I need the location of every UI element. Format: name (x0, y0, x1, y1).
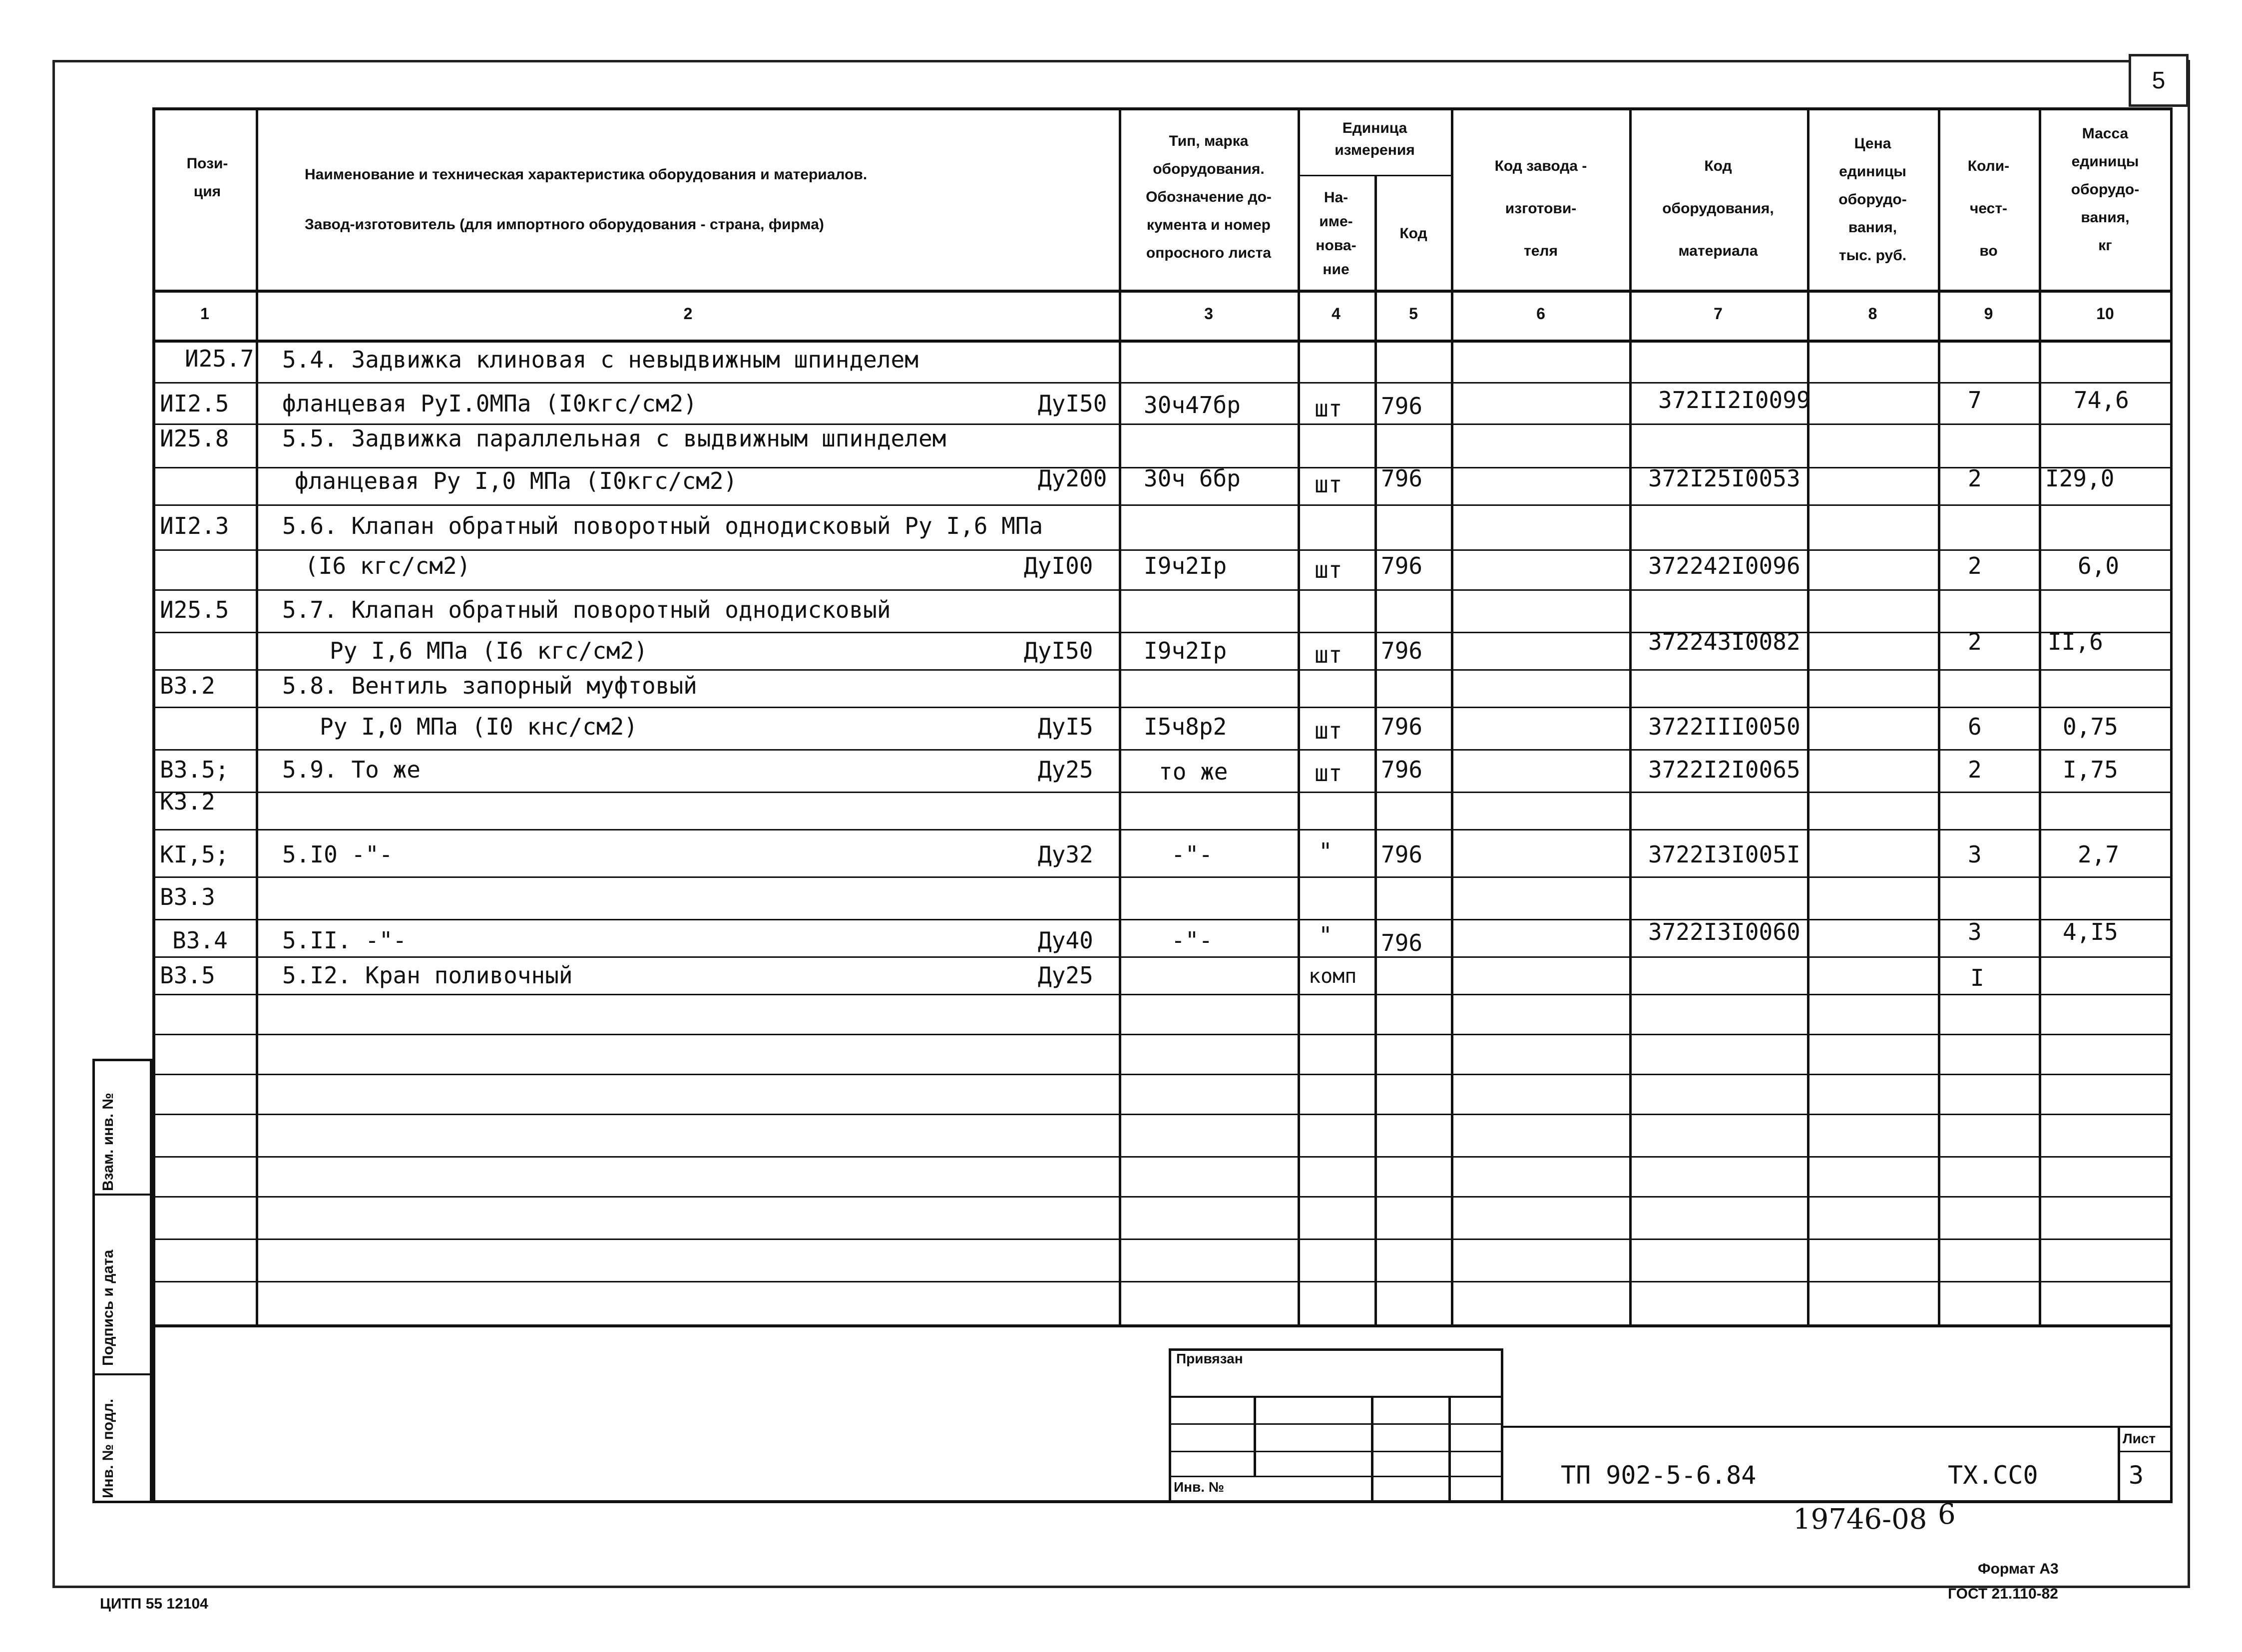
cell-code: 796 (1381, 393, 1423, 419)
title-line (2118, 1426, 2120, 1503)
cell-du: ДуI5 (1038, 713, 1093, 740)
header-unit-group: Единица измерения (1335, 120, 1415, 158)
handwritten-sheet: 6 (1938, 1498, 1956, 1531)
cell-du: Ду25 (1038, 756, 1093, 783)
row-line (152, 994, 2173, 995)
cell-name: 5.4. Задвижка клиновая с невыдвижным шпинделем (282, 346, 918, 373)
cell-du: ДуI50 (1024, 637, 1093, 664)
row-line (152, 1196, 2173, 1198)
header-line (152, 290, 2173, 293)
header-col1: Пози- ция (186, 155, 228, 200)
cell-name: 5.5. Задвижка параллельная с выдвижным шпинделем (282, 425, 946, 452)
row-line (152, 1324, 2173, 1327)
colnum: 1 (200, 305, 209, 323)
header-col4: На- име- нова- ние (1316, 189, 1356, 278)
cell-unit: шт (1315, 556, 1343, 583)
cell-pos: ИI2.5 (160, 390, 229, 417)
cell-qty: 2 (1968, 465, 1982, 492)
side-divider (92, 1373, 152, 1375)
cell-type: -"- (1171, 927, 1213, 954)
cell-mat-code: 3722I3I0060 (1648, 918, 1800, 945)
cell-mass: 0,75 (2063, 713, 2118, 740)
cell-pos: И25.7 (185, 345, 254, 372)
row-line (152, 549, 2173, 551)
header-col2: Наименование и техническая характеристика оборудования и материалов. Завод-изготовитель (для импортного оборудования - страна, фирма) (305, 166, 868, 233)
cell-unit: шт (1315, 760, 1343, 787)
header-col10: Масса единицы оборудо- вания, кг (2071, 125, 2140, 254)
cell-name: фланцевая РуI.0МПа (I0кгс/см2) (282, 390, 697, 417)
side-label-replace: Взам. инв. № (100, 1093, 116, 1191)
cell-qty: 2 (1968, 552, 1982, 579)
row-line (152, 504, 2173, 506)
cell-unit: шт (1315, 395, 1343, 422)
cell-name: 5.6. Клапан обратный поворотный однодисковый Ру I,6 МПа (282, 512, 1043, 539)
stamp-inv-no: Инв. № (1174, 1479, 1225, 1495)
cell-pos: В3.4 (172, 927, 228, 954)
cell-pos: КI,5; (160, 841, 229, 868)
cell-mass: I,75 (2063, 756, 2118, 783)
cell-mass: 6,0 (2078, 552, 2120, 579)
row-line (152, 1114, 2173, 1115)
list-value: 3 (2129, 1461, 2144, 1490)
page-number: 5 (2129, 54, 2189, 107)
footer-left: ЦИТП 55 12104 (100, 1596, 208, 1612)
header-divider (1298, 175, 1452, 176)
cell-code: 796 (1381, 465, 1423, 492)
stamp-line (1448, 1396, 1451, 1503)
row-line (152, 1034, 2173, 1035)
colnum: 5 (1409, 305, 1418, 323)
archive-number: 19746-08 (1793, 1503, 1927, 1536)
cell-code: 796 (1381, 637, 1423, 664)
cell-qty: 6 (1968, 713, 1982, 740)
side-divider (92, 1194, 152, 1196)
cell-mass: II,6 (2048, 628, 2103, 655)
cell-mat-code: 372II2I0099 (1658, 387, 1810, 413)
cell-unit: шт (1315, 471, 1343, 498)
row-line (152, 1074, 2173, 1075)
row-line (152, 749, 2173, 751)
row-line (152, 707, 2173, 708)
row-line (152, 1281, 2173, 1282)
cell-qty: 2 (1968, 756, 1982, 783)
cell-mat-code: 3722I2I0065 (1648, 756, 1800, 783)
header-col9: Коли- чест- во (1967, 158, 2010, 259)
cell-name: 5.7. Клапан обратный поворотный однодисковый (282, 596, 891, 623)
row-line (152, 632, 2173, 633)
title-line (2118, 1451, 2173, 1452)
colnum: 9 (1984, 305, 1993, 323)
cell-pos: И25.8 (160, 425, 229, 452)
cell-pos: В3.2 (160, 672, 215, 699)
cell-code: 796 (1381, 713, 1423, 740)
title-line (1503, 1426, 2173, 1428)
cell-pos: В3.3 (160, 883, 215, 910)
stamp-line (1169, 1476, 1503, 1477)
cell-type: I9ч2Iр (1144, 637, 1227, 664)
cell-qty: 3 (1968, 841, 1982, 868)
cell-name: 5.9. То же (282, 756, 421, 783)
stamp-line (1169, 1423, 1503, 1425)
colnum: 8 (1868, 305, 1877, 323)
side-label-signature: Подпись и дата (100, 1249, 116, 1366)
cell-pos: К3.2 (160, 788, 215, 815)
cell-qty: 3 (1968, 918, 1982, 945)
stamp-line (1169, 1396, 1503, 1398)
cell-type: 30ч 6бр (1144, 465, 1241, 492)
row-line (152, 1156, 2173, 1158)
cell-mass: 74,6 (2074, 387, 2129, 413)
row-line (152, 919, 2173, 920)
cell-type: -"- (1171, 841, 1213, 868)
cell-du: Ду25 (1038, 962, 1093, 989)
stamp-line (1371, 1396, 1373, 1503)
row-line (152, 1239, 2173, 1240)
footer-gost: ГОСТ 21.110-82 (1948, 1586, 2058, 1602)
cell-unit: комп (1309, 965, 1357, 988)
header-line (152, 340, 2173, 343)
cell-du: Ду32 (1038, 841, 1093, 868)
cell-name: Ру I,6 МПа (I6 кгс/см2) (330, 637, 648, 664)
cell-mat-code: 372I25I0053 (1648, 465, 1800, 492)
side-label-inv: Инв. № подл. (100, 1398, 116, 1498)
colnum: 3 (1204, 305, 1213, 323)
cell-pos: В3.5; (160, 756, 229, 783)
cell-qty: I (1970, 964, 1984, 991)
cell-code: 796 (1381, 552, 1423, 579)
cell-name: фланцевая Ру I,0 МПа (I0кгс/см2) (295, 467, 738, 494)
cell-mass: 2,7 (2078, 841, 2120, 868)
cell-code: 796 (1381, 756, 1423, 783)
cell-unit: шт (1315, 717, 1343, 744)
stamp-privyazan: Привязан (1176, 1351, 1243, 1366)
cell-du: Ду200 (1038, 465, 1107, 492)
header-col7: Код оборудования, материала (1662, 158, 1774, 259)
cell-type: 30ч47бр (1144, 392, 1241, 418)
colnum: 2 (683, 305, 693, 323)
header-col6: Код завода - изготови- теля (1494, 158, 1587, 259)
row-line (152, 829, 2173, 830)
cell-name: Ру I,0 МПа (I0 кнс/см2) (320, 713, 638, 740)
cell-qty: 2 (1968, 628, 1982, 655)
cell-mat-code: 372243I0082 (1648, 628, 1800, 655)
row-line (152, 956, 2173, 958)
row-line (152, 589, 2173, 591)
cell-mat-code: 3722III0050 (1648, 713, 1800, 740)
cell-code: 796 (1381, 929, 1423, 956)
cell-mass: I29,0 (2045, 465, 2115, 492)
cell-mat-code: 3722I3I005I (1648, 841, 1800, 868)
cell-mass: 4,I5 (2063, 918, 2118, 945)
stamp-line (1254, 1396, 1256, 1476)
cell-qty: 7 (1968, 387, 1982, 413)
cell-name: (I6 кгс/см2) (305, 552, 471, 579)
cell-code: 796 (1381, 841, 1423, 868)
cell-name: 5.I0 -"- (282, 841, 393, 868)
row-line (152, 669, 2173, 671)
cell-du: ДуI00 (1024, 552, 1093, 579)
cell-du: Ду40 (1038, 927, 1093, 954)
table-border-right (2170, 107, 2173, 1503)
colnum: 7 (1714, 305, 1723, 323)
doc-number: ТП 902-5-6.84 (1561, 1461, 1757, 1490)
footer-format: Формат А3 (1978, 1561, 2059, 1577)
row-line (152, 792, 2173, 793)
doc-type: ТХ.СС0 (1948, 1461, 2038, 1490)
colnum: 6 (1536, 305, 1545, 323)
cell-unit: " (1319, 922, 1333, 949)
list-label: Лист (2123, 1431, 2156, 1446)
colnum: 4 (1332, 305, 1341, 323)
stamp-line (1169, 1451, 1503, 1452)
row-line (152, 876, 2173, 878)
row-line (152, 382, 2173, 384)
cell-du: ДуI50 (1038, 390, 1107, 417)
colnum: 10 (2096, 305, 2114, 323)
cell-name: 5.I2. Кран поливочный (282, 962, 573, 989)
header-col8: Цена единицы оборудо- вания, тыс. руб. (1838, 135, 1907, 264)
cell-type: I9ч2Iр (1144, 552, 1227, 579)
cell-name: 5.8. Вентиль запорный муфтовый (282, 672, 697, 699)
cell-type: то же (1159, 758, 1228, 785)
header-col5: Код (1399, 225, 1427, 242)
header-col3: Тип, марка оборудования. Обозначение до- кумента и номер опросного листа (1146, 133, 1272, 261)
cell-pos: В3.5 (160, 962, 215, 989)
cell-pos: ИI2.3 (160, 512, 229, 539)
cell-unit: " (1319, 838, 1333, 865)
cell-unit: шт (1315, 641, 1343, 668)
cell-type: I5ч8р2 (1144, 713, 1227, 740)
cell-mat-code: 372242I0096 (1648, 552, 1800, 579)
cell-name: 5.II. -"- (282, 927, 407, 954)
cell-pos: И25.5 (160, 596, 229, 623)
